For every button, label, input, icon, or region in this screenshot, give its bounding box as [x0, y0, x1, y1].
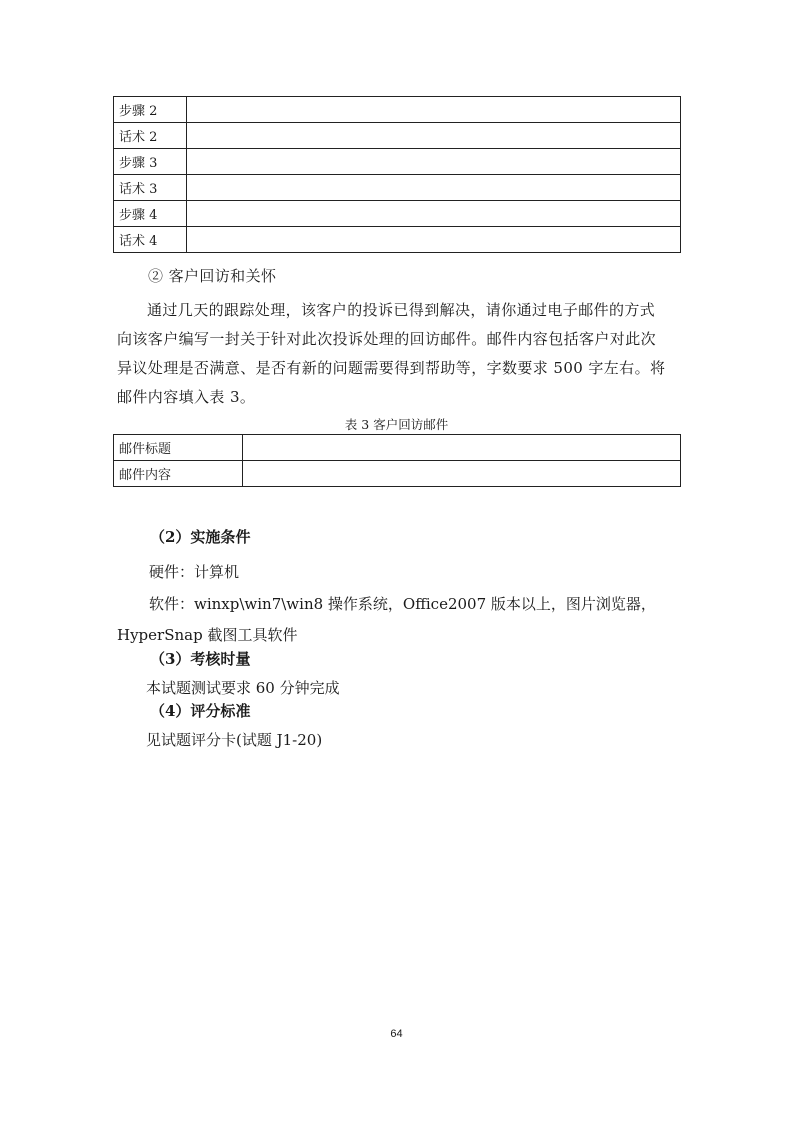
- row-label: 话术 4: [114, 227, 187, 253]
- table-row: [114, 149, 681, 175]
- paragraph-line: 通过几天的跟踪处理，该客户的投诉已得到解决，请你通过电子邮件的方式: [147, 301, 656, 319]
- email-title-cell[interactable]: [243, 435, 681, 461]
- instruction-paragraph: [117, 296, 697, 412]
- subsection-heading: ② 客户回访和关怀: [148, 267, 277, 285]
- table-row: [114, 123, 681, 149]
- table-caption: 表 3 客户回访邮件: [344, 417, 449, 432]
- time-text: 本试题测试要求 60 分钟完成: [146, 679, 340, 697]
- email-content-cell[interactable]: [243, 461, 681, 487]
- row-value-cell[interactable]: [187, 149, 681, 175]
- paragraph-line: 邮件内容填入表 3。: [117, 388, 256, 406]
- software-line-cont: HyperSnap 截图工具软件: [117, 626, 298, 644]
- row-value-cell[interactable]: [187, 123, 681, 149]
- row-label: 步骤 2: [114, 97, 187, 123]
- page-number: 64: [390, 1028, 403, 1040]
- row-value-cell[interactable]: [187, 97, 681, 123]
- row-label: 步骤 4: [114, 201, 187, 227]
- row-value-cell[interactable]: [187, 201, 681, 227]
- table-row: [114, 435, 681, 461]
- conditions-heading: （2）实施条件: [150, 528, 251, 546]
- row-label: 话术 2: [114, 123, 187, 149]
- software-line: 软件：winxp\win7\win8 操作系统，Office2007 版本以上，图片浏览器，: [149, 595, 656, 613]
- row-label: 话术 3: [114, 175, 187, 201]
- paragraph-line: 向该客户编写一封关于针对此次投诉处理的回访邮件。邮件内容包括客户对此次: [117, 330, 657, 348]
- row-value-cell[interactable]: [187, 175, 681, 201]
- row-label: 邮件内容: [114, 461, 243, 487]
- steps-script-table: [113, 96, 681, 253]
- table-row: [114, 97, 681, 123]
- row-label: 步骤 3: [114, 149, 187, 175]
- paragraph-line: 异议处理是否满意、是否有新的问题需要得到帮助等，字数要求 500 字左右。将: [117, 359, 666, 377]
- criteria-heading: （4）评分标准: [150, 702, 251, 720]
- time-heading: （3）考核时量: [150, 650, 251, 668]
- table-row: [114, 461, 681, 487]
- follow-up-email-table: [113, 434, 681, 487]
- criteria-text: 见试题评分卡(试题 J1-20): [146, 731, 323, 749]
- row-value-cell[interactable]: [187, 227, 681, 253]
- table-row: [114, 201, 681, 227]
- hardware-line: 硬件：计算机: [149, 563, 240, 581]
- row-label: 邮件标题: [114, 435, 243, 461]
- table-row: [114, 175, 681, 201]
- table-row: [114, 227, 681, 253]
